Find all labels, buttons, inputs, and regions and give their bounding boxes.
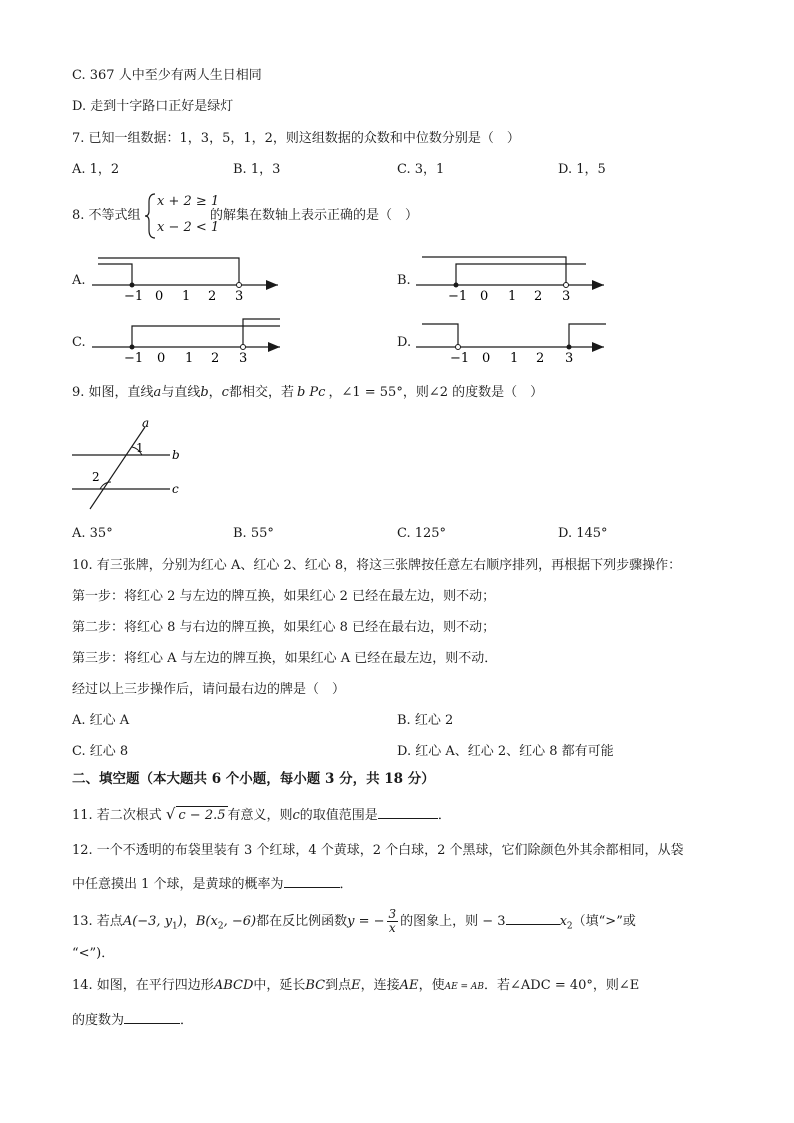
q7-option-b: B. 1，3 [233, 162, 281, 177]
q7-option-c: C. 3，1 [397, 162, 445, 177]
number-line-b [414, 252, 609, 302]
tick-label: 0 [157, 351, 166, 364]
q10-option-d: D. 红心 A、红心 2、红心 8 都有可能 [397, 744, 614, 759]
tick-label: −1 [124, 351, 144, 364]
q10-option-b: B. 红心 2 [397, 713, 454, 728]
q14-answer-blank [124, 1009, 180, 1024]
q12-line2: 中任意摸出 1 个球，是黄球的概率为 ． [72, 873, 353, 894]
q9-option-c: C. 125° [397, 526, 447, 541]
q12-line1: 12. 一个不透明的布袋里装有 3 个红球，4 个黄球，2 个白球，2 个黑球，它们除颜色外其余都相同，从袋 [72, 843, 684, 858]
q7-option-d: D. 1，5 [558, 162, 606, 177]
q8-suffix: 的解集在数轴上表示正确的是（ ） [210, 208, 419, 223]
q10-option-c: C. 红心 8 [72, 744, 129, 759]
tick-label: 3 [235, 289, 244, 302]
tick-label: 1 [508, 289, 517, 302]
tick-label: 2 [211, 351, 220, 364]
tick-label: 1 [185, 351, 194, 364]
section-2-title: 二、填空题（本大题共 6 个小题，每小题 3 分，共 18 分） [72, 771, 435, 787]
q10-step3: 第三步：将红心 A 与左边的牌互换，如果红心 A 已经在最左边，则不动． [72, 651, 498, 666]
q10-ask: 经过以上三步操作后，请问最右边的牌是（ ） [72, 682, 346, 697]
number-line-a [90, 252, 285, 302]
q13-line2: “<”)． [72, 946, 115, 961]
q10-step2: 第二步：将红心 8 与右边的牌互换，如果红心 8 已经在最右边，则不动； [72, 620, 496, 635]
tick-label: 3 [565, 351, 574, 364]
q13-answer-blank [506, 910, 560, 925]
q14-line1: 14. 如图，在平行四边形ABCD中，延长BC到点E，连接AE，使AE = AB．若∠ADC = 40°，则∠E [72, 978, 640, 993]
label-b: b [172, 448, 180, 462]
q10-stem: 10. 有三张牌，分别为红心 A、红心 2、红心 8，将这三张牌按任意左右顺序排列，再根据下列步骤操作： [72, 558, 682, 573]
q13-line1: 13. 若点A(−3, $y_1$)，$B(x_2$, −6)都在反比例函数y = − $\frac{3}{x}$ 的图象上，则 − 3 $x_2$（填“>”或 [72, 907, 636, 935]
q9-stem: 9. 如图，直线a与直线b，c都相交，若 b Pc ，∠1 = 55°，则∠2 的度数是（ ） [72, 385, 544, 400]
q8-inequality-1: x + 2 ≥ 1 [157, 194, 220, 209]
q11-answer-blank [378, 804, 438, 819]
tick-label: 0 [482, 351, 491, 364]
tick-label: 2 [536, 351, 545, 364]
q10-step1: 第一步：将红心 2 与左边的牌互换，如果红心 2 已经在最左边，则不动； [72, 589, 496, 604]
number-line-c [90, 314, 285, 364]
q11: 11. 若二次根式 √ c − 2.5 有意义，则c的取值范围是 ． [72, 805, 451, 823]
number-line-d [414, 314, 609, 364]
tick-label: 3 [239, 351, 248, 364]
q8-prefix: 8. 不等式组 [72, 208, 141, 223]
tick-label: 1 [510, 351, 519, 364]
tick-label: 1 [182, 289, 191, 302]
tick-label: −1 [448, 289, 468, 302]
q7-stem: 7. 已知一组数据：1，3，5，1，2，则这组数据的众数和中位数分别是（ ） [72, 131, 520, 146]
q8-label-b: B. [397, 273, 411, 288]
tick-label: −1 [124, 289, 144, 302]
tick-label: −1 [450, 351, 470, 364]
tick-label: 2 [208, 289, 217, 302]
tick-label: 2 [534, 289, 543, 302]
q6-option-d: D. 走到十字路口正好是绿灯 [72, 99, 234, 114]
q14-line2: 的度数为 ． [72, 1009, 193, 1030]
label-1: 1 [136, 441, 144, 455]
tick-label: 0 [155, 289, 164, 302]
label-a: a [142, 416, 150, 430]
sqrt-icon: √ [165, 805, 176, 823]
q10-option-a: A. 红心 A [72, 713, 130, 728]
q9-figure [70, 415, 190, 510]
q6-option-c: C. 367 人中至少有两人生日相同 [72, 68, 262, 83]
q9-option-d: D. 145° [558, 526, 608, 541]
q12-answer-blank [284, 873, 340, 888]
q8-label-d: D. [397, 335, 412, 350]
brace-icon [143, 192, 157, 240]
label-c: c [172, 482, 179, 496]
tick-label: 0 [480, 289, 489, 302]
q8-label-c: C. [72, 335, 86, 350]
tick-label: 3 [562, 289, 571, 302]
q7-option-a: A. 1，2 [72, 162, 120, 177]
q8-label-a: A. [72, 273, 86, 288]
q8-inequality-2: x − 2 < 1 [157, 220, 220, 235]
q9-option-b: B. 55° [233, 526, 274, 541]
q9-option-a: A. 35° [72, 526, 113, 541]
label-2: 2 [92, 470, 100, 484]
